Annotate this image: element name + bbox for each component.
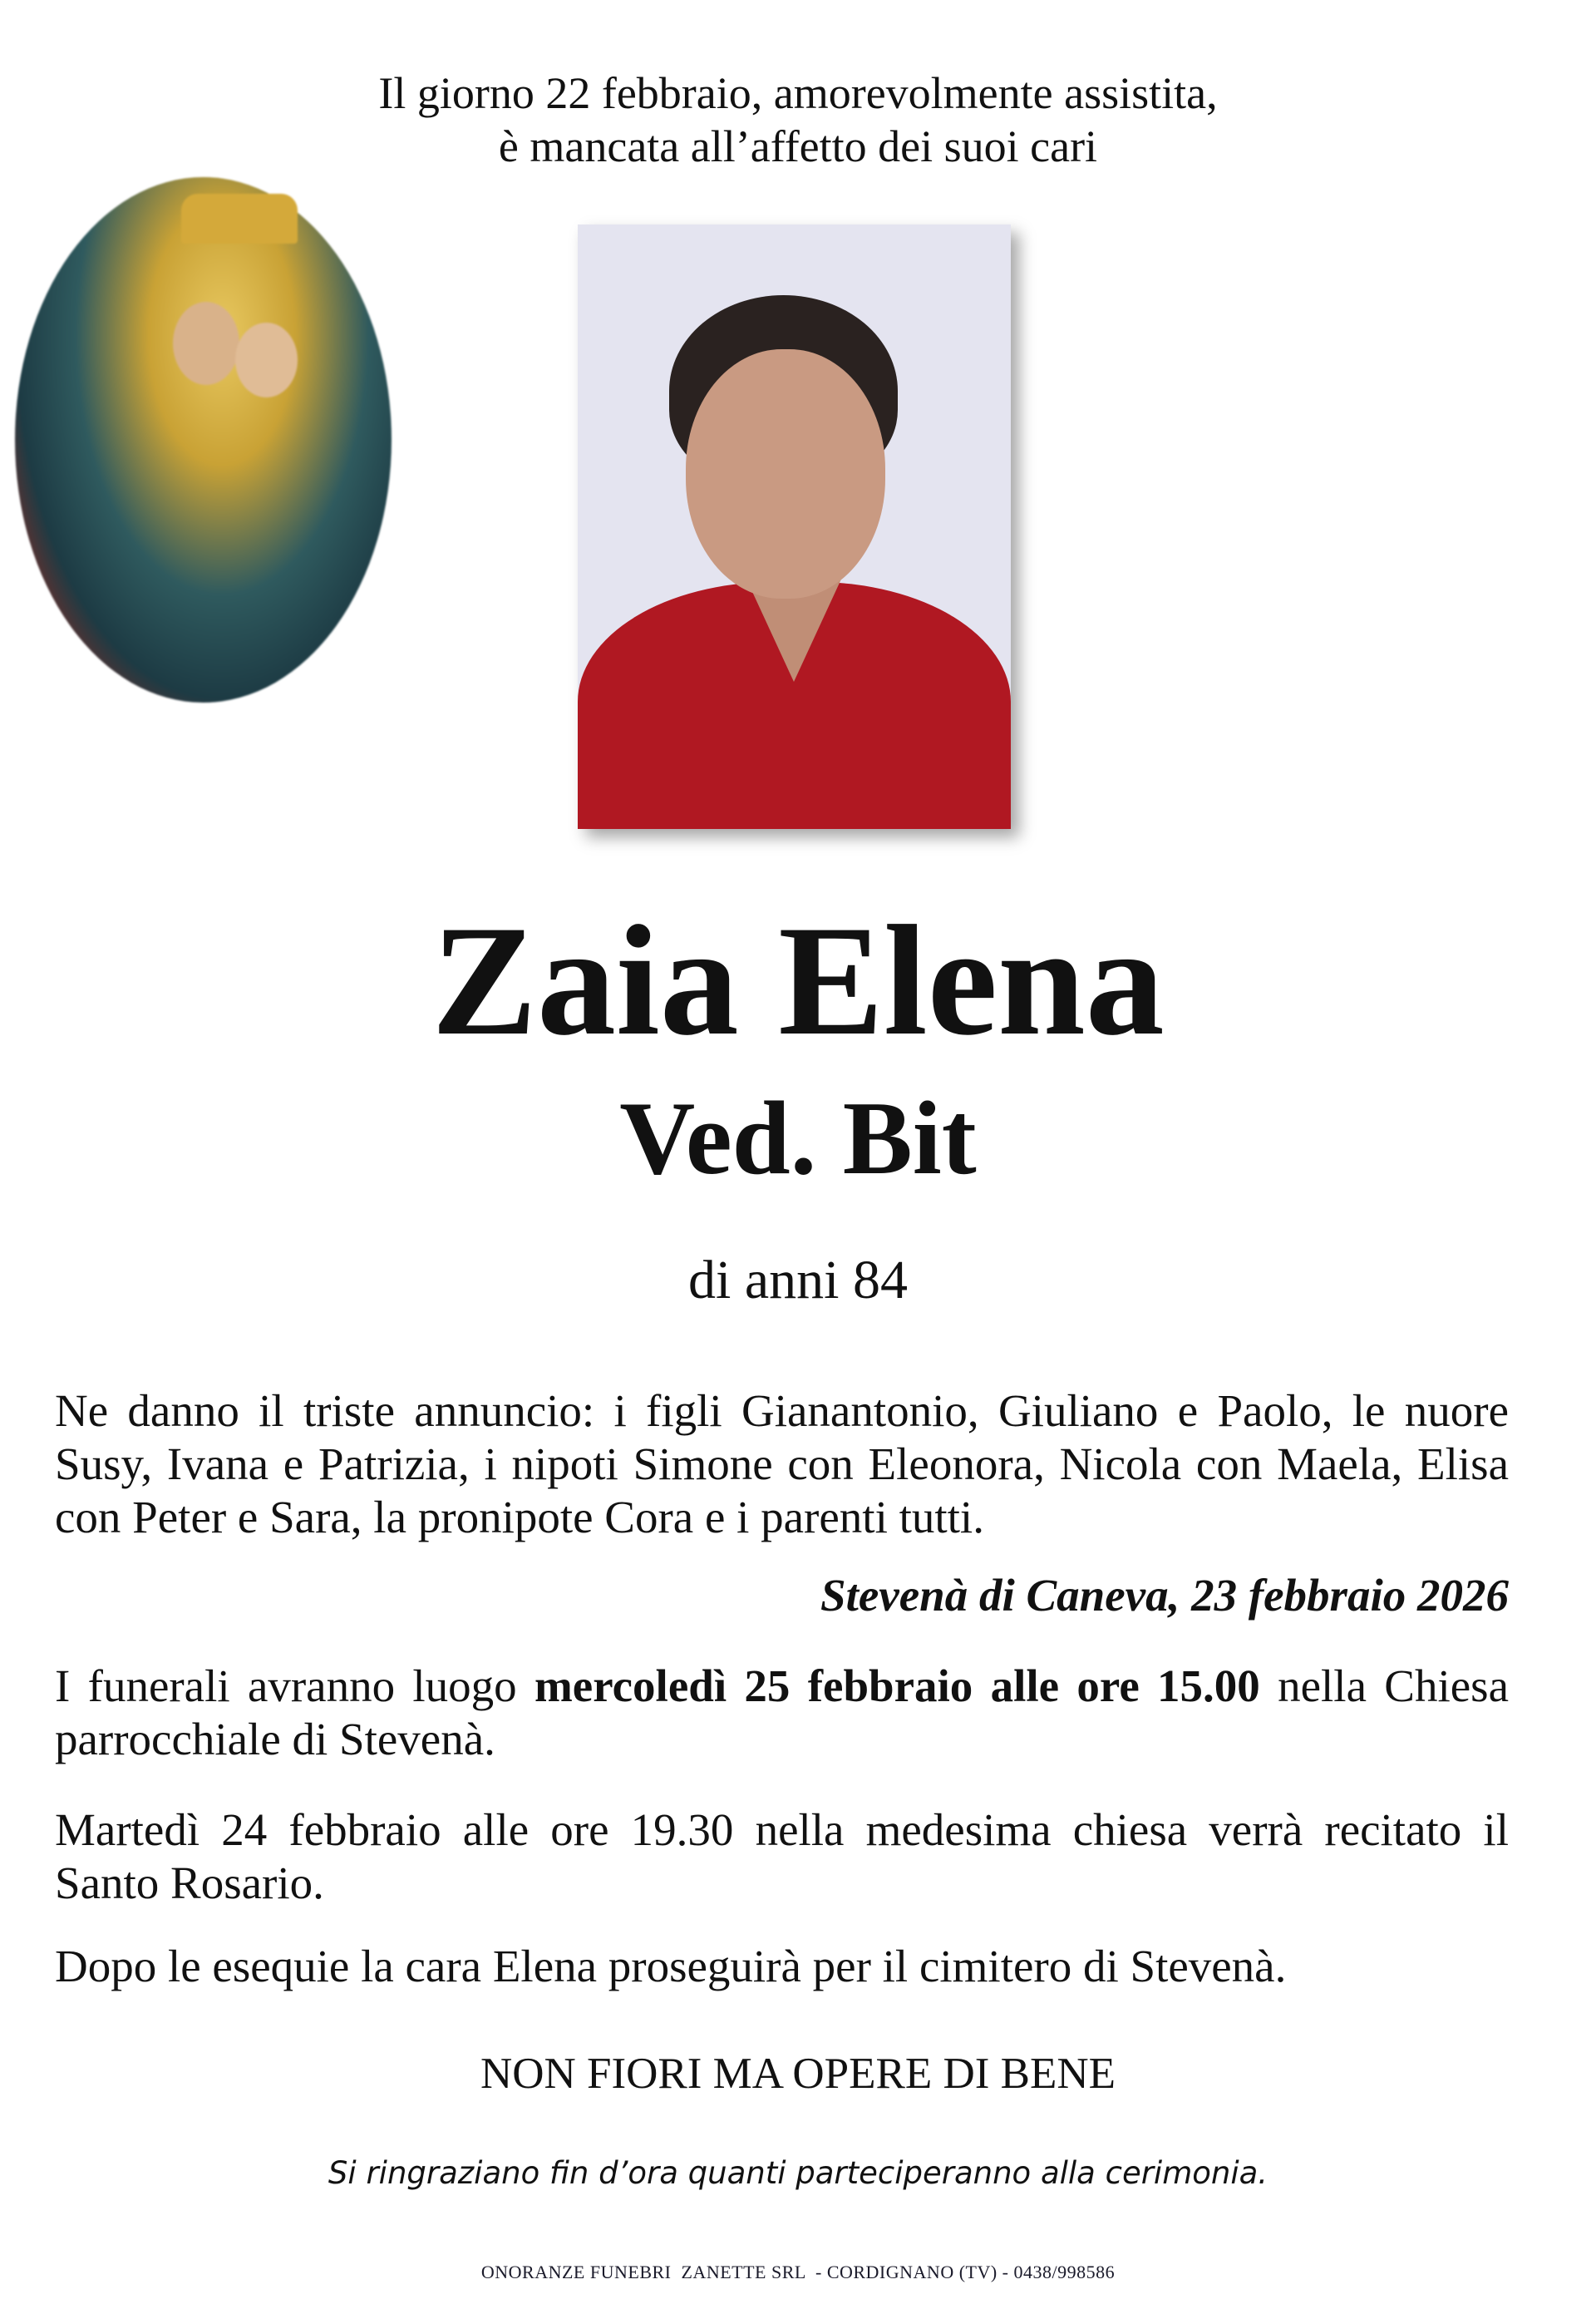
child-face: [235, 323, 298, 397]
madonna-face: [173, 302, 239, 385]
announcement-paragraph: Ne danno il triste annuncio: i figli Gianantonio, Giuliano e Paolo, le nuore Susy, Ivana e Patrizia, i nipoti Simone con Eleonora, Nicola con Maela, Elisa con Peter e Sara, la pronipote Cora e i parenti tutti.: [55, 1385, 1509, 1542]
funeral-prefix: I funerali avranno luogo: [55, 1660, 534, 1711]
madonna-image: [15, 177, 392, 703]
crown-shape: [181, 194, 298, 244]
rosary-paragraph: Martedì 24 febbraio alle ore 19.30 nella medesima chiesa verrà recitato il Santo Rosario.: [55, 1804, 1509, 1908]
intro-text: [0, 67, 1596, 173]
portrait-face: [686, 349, 885, 599]
funeral-home-footer: ONORANZE FUNEBRI ZANETTE SRL - CORDIGNANO (TV) - 0438/998586: [480, 2262, 1116, 2282]
deceased-age: di anni 84: [688, 1250, 908, 1310]
funeral-paragraph: [55, 1660, 1509, 1766]
funeral-datetime: mercoledì 25 febbraio alle ore 15.00: [534, 1660, 1260, 1711]
thanks-note: Si ringraziano fin d’ora quanti parteciperanno alla cerimonia.: [328, 2155, 1268, 2191]
place-date: Stevenà di Caneva, 23 febbraio 2026: [820, 1570, 1509, 1621]
intro-line-2: è mancata all’affetto dei suoi cari: [498, 121, 1098, 171]
deceased-name: Zaia Elena: [431, 894, 1165, 1068]
portrait-photo: [578, 224, 1011, 829]
intro-line-1: Il giorno 22 febbraio, amorevolmente assistita,: [378, 68, 1218, 118]
funeral-suffix: nella Chiesa parrocchiale di Stevenà.: [55, 1660, 1509, 1764]
deceased-title: Ved. Bit: [619, 1081, 977, 1196]
no-flowers-note: NON FIORI MA OPERE DI BENE: [480, 2050, 1116, 2098]
burial-paragraph: Dopo le esequie la cara Elena proseguirà per il cimitero di Stevenà.: [55, 1941, 1287, 1991]
